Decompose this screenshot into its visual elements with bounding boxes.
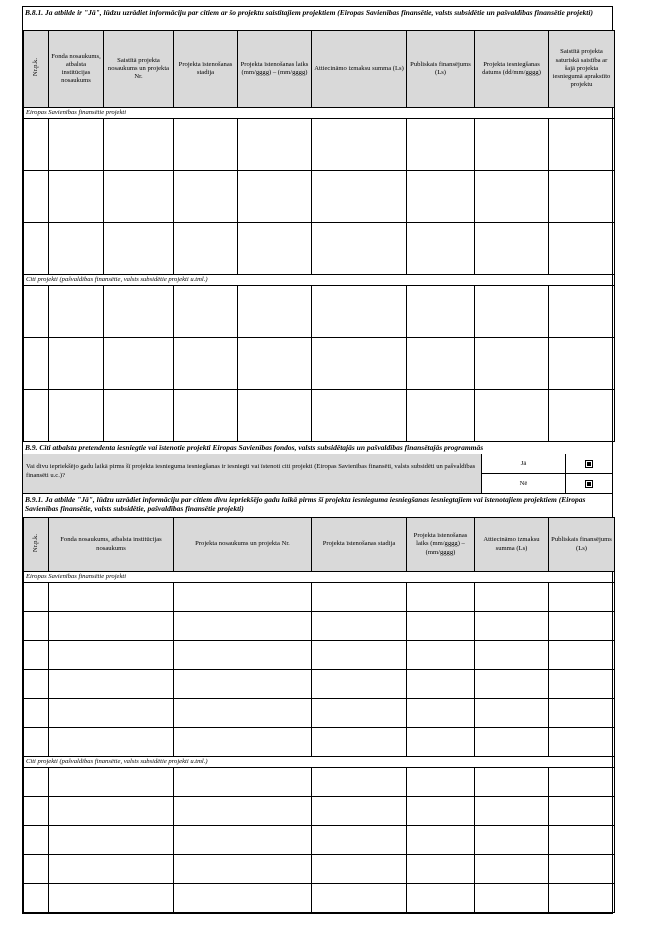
b9-options — [482, 454, 612, 493]
table-row[interactable] — [24, 641, 615, 670]
no-label: Nē — [482, 474, 566, 493]
table-row[interactable] — [24, 583, 615, 612]
col-header: Publiskais finansējums (Ls) — [549, 518, 615, 572]
table-header — [24, 518, 615, 572]
col-header: Saistītā projekta saturiskā saistība ar šajā projekta iesniegumā aprakstīto projektu — [549, 31, 615, 108]
col-header: Saistītā projekta nosaukums un projekta Nr. — [104, 31, 174, 108]
group-label: Citi projekti (pašvaldības finansētie, valsts subsidētie projekti u.tml.) — [24, 757, 615, 768]
group-label: Eiropas Savienības finansētie projekti — [24, 572, 615, 583]
table-header — [24, 31, 615, 108]
group-label: Citi projekti (pašvaldības finansētie, valsts subsidētie projekti u.tml.) — [24, 275, 615, 286]
form-page — [22, 6, 613, 914]
table-row[interactable] — [24, 884, 615, 913]
group-row-eu — [24, 108, 615, 119]
col-header: Projekta īstenošanas laiks (mm/gggg) – (mm/gggg) — [238, 31, 312, 108]
col-header: Projekta īstenošanas stadija — [312, 518, 407, 572]
previous-projects-table — [23, 517, 615, 913]
section-b81 — [22, 6, 613, 442]
col-header: Projekta īstenošanas laiks (mm/gggg) – (mm/gggg) — [407, 518, 475, 572]
table-row[interactable] — [24, 826, 615, 855]
col-header: Nr.p.k. — [24, 31, 49, 108]
table-row[interactable] — [24, 699, 615, 728]
col-header: Projekta iesniegšanas datums (dd/mm/gggg) — [475, 31, 549, 108]
section-b9 — [22, 442, 613, 454]
table-row[interactable] — [24, 612, 615, 641]
table-row[interactable] — [24, 768, 615, 797]
b9-question: Vai divu iepriekšējo gadu laikā pirms šī projekta iesnieguma iesniegšanas ir iesniegti vai īstenoti citi projekti (Eiropas Savienības finansēti, valsts subsidēti un pašvaldības finansēti u.c.)? — [23, 454, 482, 493]
col-header: Projekta nosaukums un projekta Nr. — [174, 518, 312, 572]
no-checkbox[interactable] — [585, 480, 593, 488]
col-header: Projekta īstenošanas stadija — [174, 31, 238, 108]
table-row[interactable] — [24, 171, 615, 223]
col-header: Attiecināmo izmaksu summa (Ls) — [475, 518, 549, 572]
yes-label: Jā — [482, 454, 566, 473]
table-row[interactable] — [24, 390, 615, 442]
group-row-other — [24, 275, 615, 286]
table-row[interactable] — [24, 223, 615, 275]
group-label: Eiropas Savienības finansētie projekti — [24, 108, 615, 119]
option-no[interactable] — [482, 473, 612, 493]
table-row[interactable] — [24, 119, 615, 171]
table-row[interactable] — [24, 728, 615, 757]
table-row[interactable] — [24, 670, 615, 699]
col-header: Attiecināmo izmaksu summa (Ls) — [312, 31, 407, 108]
col-header: Nr.p.k. — [24, 518, 49, 572]
col-header: Publiskais finansējums (Ls) — [407, 31, 475, 108]
section-b91 — [22, 494, 613, 914]
section-b9-title: B.9. Citi atbalsta pretendenta iesniegtie vai īstenotie projekti Eiropas Savienības fondos, valsts subsidētajās un pašvaldības finansētajās programmās — [25, 443, 484, 452]
table-row[interactable] — [24, 338, 615, 390]
table-row[interactable] — [24, 855, 615, 884]
section-b81-title: B.8.1. Ja atbilde ir "Jā", lūdzu uzrādiet informāciju par citiem ar šo projektu saistītajiem projektiem (Eiropas Savienības finansētie, valsts subsidētie un pašvaldības finansētie projekti) — [25, 8, 593, 17]
yes-checkbox[interactable] — [585, 460, 593, 468]
col-header: Fonda nosaukums, atbalsta institūcijas nosaukums — [49, 31, 104, 108]
group-row-other — [24, 757, 615, 768]
table-row[interactable] — [24, 286, 615, 338]
section-b91-title: B.9.1. Ja atbilde "Jā", lūdzu uzrādiet informāciju par citiem divu iepriekšējo gadu laikā pirms šī projekta iesnieguma iesniegšanas iesniegtajiem vai īstenotajiem projektiem (Eiropas Savienības finansētie, valsts subsidētie, pašvaldības finansētie projekti) — [25, 495, 586, 513]
group-row-eu — [24, 572, 615, 583]
col-header: Fonda nosaukums, atbalsta institūcijas nosaukums — [49, 518, 174, 572]
option-yes[interactable] — [482, 454, 612, 473]
related-projects-table — [23, 30, 615, 442]
b9-question-block — [22, 454, 613, 494]
table-row[interactable] — [24, 797, 615, 826]
